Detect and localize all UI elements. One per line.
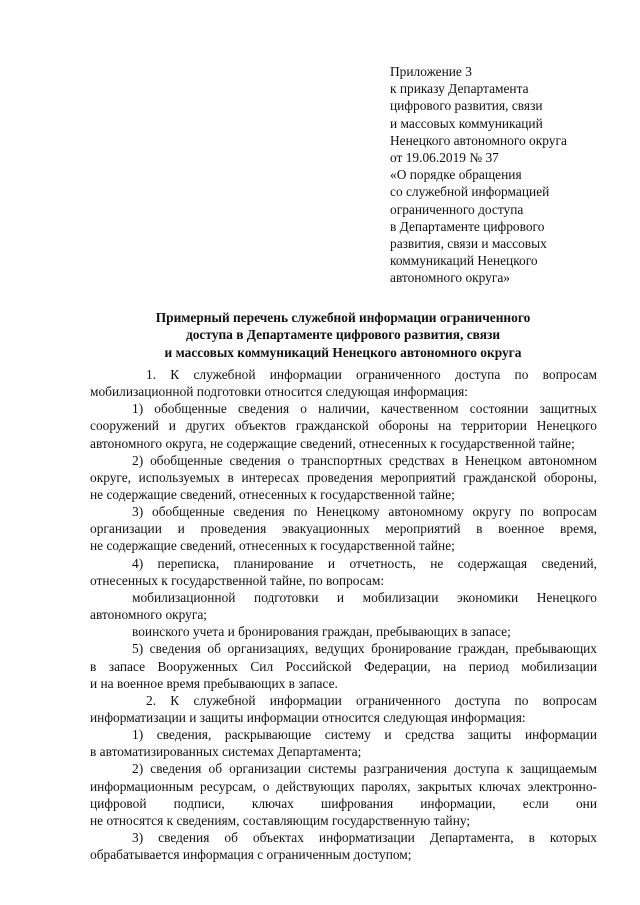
body-line: не содержащие сведений, отнесенных к государственной тайне; xyxy=(90,487,455,503)
body-line: сооружений и других объектов гражданской обороны на территории Ненецкого xyxy=(90,418,597,434)
appendix-line: Ненецкого автономного округа xyxy=(390,132,567,148)
document-title xyxy=(88,309,598,361)
section-2-intro xyxy=(90,692,597,726)
body-line: 3) обобщенные сведения по Ненецкому автономному округу по вопросам xyxy=(132,504,597,520)
body-line: в запасе Вооруженных Сил Российской Федерации, на период мобилизации xyxy=(90,658,597,674)
body-line: информационным ресурсам, о действующих паролях, закрытых ключах электронно- xyxy=(90,778,597,794)
body-line: не относятся к сведениям, составляющим государственную тайну; xyxy=(90,812,471,828)
section-1-intro xyxy=(90,366,597,400)
list-item-2-1 xyxy=(90,726,597,760)
title-line: Примерный перечень служебной информации ограниченного xyxy=(155,310,531,325)
body-line: округе, используемых в интересах проведения мероприятий гражданской обороны, xyxy=(90,469,597,485)
list-item-2-2 xyxy=(90,760,597,829)
body-line: и на военное время пребывающих в запасе. xyxy=(90,675,338,691)
list-item-1-5 xyxy=(90,640,597,691)
body-line: 2. К служебной информации ограниченного доступа по вопросам xyxy=(146,692,597,708)
body-line: отнесенных к государственной тайне, по вопросам: xyxy=(90,572,385,588)
body-line: информатизации и защиты информации относится следующая информация: xyxy=(90,709,526,725)
appendix-line: со служебной информацией xyxy=(390,184,550,200)
appendix-line: и массовых коммуникаций xyxy=(390,115,543,131)
body-line: 1) сведения, раскрывающие систему и средства защиты информации xyxy=(132,727,597,743)
appendix-line: от 19.06.2019 № 37 xyxy=(390,150,499,166)
body-line: в автоматизированных системах Департамента; xyxy=(90,744,362,760)
appendix-line: ограниченного доступа xyxy=(390,201,524,217)
body-line: мобилизационной подготовки и мобилизации экономики Ненецкого xyxy=(132,589,597,605)
appendix-line: к приказу Департамента xyxy=(390,81,529,97)
appendix-line: развития, связи и массовых xyxy=(390,236,547,252)
body-line: не содержащие сведений, отнесенных к государственной тайне; xyxy=(90,538,455,554)
body-line: цифровой подписи, ключах шифрования информации, если они xyxy=(90,795,597,811)
title-line: доступа в Департаменте цифрового развития, связи xyxy=(185,327,501,343)
body-line: мобилизационной подготовки относится следующая информация: xyxy=(90,384,469,400)
body-line: автономного округа, не содержащие сведений, отнесенных к государственной тайне; xyxy=(90,435,575,451)
body-line: 4) переписка, планирование и отчетность, не содержащая сведений, xyxy=(132,555,597,571)
appendix-line: цифрового развития, связи xyxy=(390,98,543,114)
list-item-2-3 xyxy=(90,829,597,863)
document-body xyxy=(90,366,597,863)
sub-item-mobilization xyxy=(90,589,597,623)
body-line: 1) обобщенные сведения о наличии, качественном состоянии защитных xyxy=(132,401,597,417)
title-line: и массовых коммуникаций Ненецкого автономного округа xyxy=(164,344,522,360)
body-line: организации и проведения эвакуационных мероприятий в военное время, xyxy=(90,521,597,537)
body-line: 2) обобщенные сведения о транспортных средствах в Ненецком автономном xyxy=(132,452,597,468)
body-line: 3) сведения об объектах информатизации Департамента, в которых xyxy=(132,829,597,845)
list-item-1-1 xyxy=(90,400,597,451)
appendix-line: Приложение 3 xyxy=(390,64,472,79)
appendix-line: «О порядке обращения xyxy=(390,167,522,183)
sub-item-military-registration xyxy=(90,623,597,640)
appendix-header xyxy=(390,63,620,287)
appendix-line: в Департаменте цифрового xyxy=(390,218,545,234)
appendix-line: коммуникаций Ненецкого xyxy=(390,253,538,269)
appendix-line: автономного округа» xyxy=(390,270,510,286)
body-line: обрабатывается информация с ограниченным доступом; xyxy=(90,847,412,863)
body-line: автономного округа; xyxy=(90,607,208,623)
list-item-1-3 xyxy=(90,503,597,554)
list-item-1-4 xyxy=(90,555,597,589)
body-line: 2) сведения об организации системы разграничения доступа к защищаемым xyxy=(132,761,597,777)
body-line: 5) сведения об организациях, ведущих бронирование граждан, пребывающих xyxy=(132,641,597,657)
list-item-1-2 xyxy=(90,452,597,503)
body-line: воинского учета и бронирования граждан, пребывающих в запасе; xyxy=(132,624,511,640)
body-line: 1. К служебной информации ограниченного доступа по вопросам xyxy=(146,367,597,382)
